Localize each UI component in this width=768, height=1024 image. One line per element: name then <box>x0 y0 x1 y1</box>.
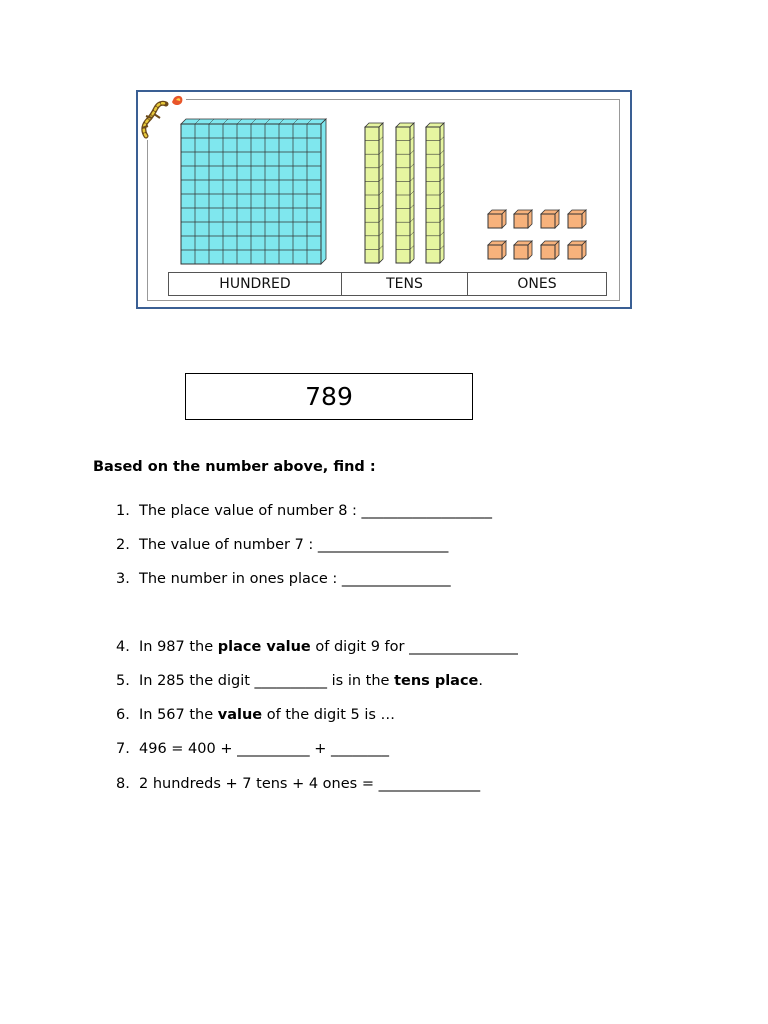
question-number: 4. <box>116 639 130 655</box>
question-number: 1. <box>116 503 130 519</box>
question-number: 3. <box>116 571 130 587</box>
question-7 <box>116 741 389 757</box>
question-text: 496 = 400 + __________ + ________ <box>139 741 389 757</box>
ones-cube <box>488 245 502 259</box>
question-number: 7. <box>116 741 130 757</box>
hundred-flat-side <box>321 119 326 264</box>
label-tens: TENS <box>342 273 468 295</box>
question-3 <box>116 571 451 587</box>
question-text: . <box>478 673 484 689</box>
ones-cube <box>514 214 528 228</box>
label-ones: ONES <box>517 276 557 292</box>
number-box: 789 <box>185 373 473 420</box>
question-emphasis: place value <box>217 639 311 655</box>
question-text: In 567 the <box>139 707 218 723</box>
question-number: 2. <box>116 537 130 553</box>
question-emphasis: value <box>217 707 263 723</box>
question-text: 2 hundreds + 7 tens + 4 ones = ______________ <box>139 776 481 792</box>
ones-cube <box>488 214 502 228</box>
place-labels-row <box>168 272 607 296</box>
question-6 <box>116 707 395 723</box>
question-text: In 285 the digit __________ is in the <box>139 673 395 689</box>
ones-cube <box>568 214 582 228</box>
question-text: The number in ones place : _______________ <box>139 571 451 587</box>
question-text: The place value of number 8 : __________________ <box>139 503 493 519</box>
base-ten-blocks <box>168 112 608 268</box>
question-1 <box>116 503 492 519</box>
question-number: 8. <box>116 776 130 792</box>
question-text: of the digit 5 is … <box>262 707 396 723</box>
question-text: of digit 9 for _______________ <box>310 639 518 655</box>
label-hundred: HUNDRED <box>169 273 342 295</box>
question-number: 6. <box>116 707 130 723</box>
ones-cube <box>514 245 528 259</box>
question-text: The value of number 7 : __________________ <box>139 537 449 553</box>
figure-inner-border-left <box>147 140 148 301</box>
question-emphasis: tens place <box>394 673 479 689</box>
question-2 <box>116 537 448 553</box>
question-8 <box>116 776 480 792</box>
ones-cube <box>541 245 555 259</box>
question-5 <box>116 673 483 689</box>
question-number: 5. <box>116 673 130 689</box>
figure-inner-border-top <box>186 99 620 100</box>
instruction-text: Based on the number above, find : <box>93 459 376 475</box>
question-text: In 987 the <box>139 639 218 655</box>
ones-cube <box>568 245 582 259</box>
question-4 <box>116 639 518 655</box>
ones-cube <box>541 214 555 228</box>
